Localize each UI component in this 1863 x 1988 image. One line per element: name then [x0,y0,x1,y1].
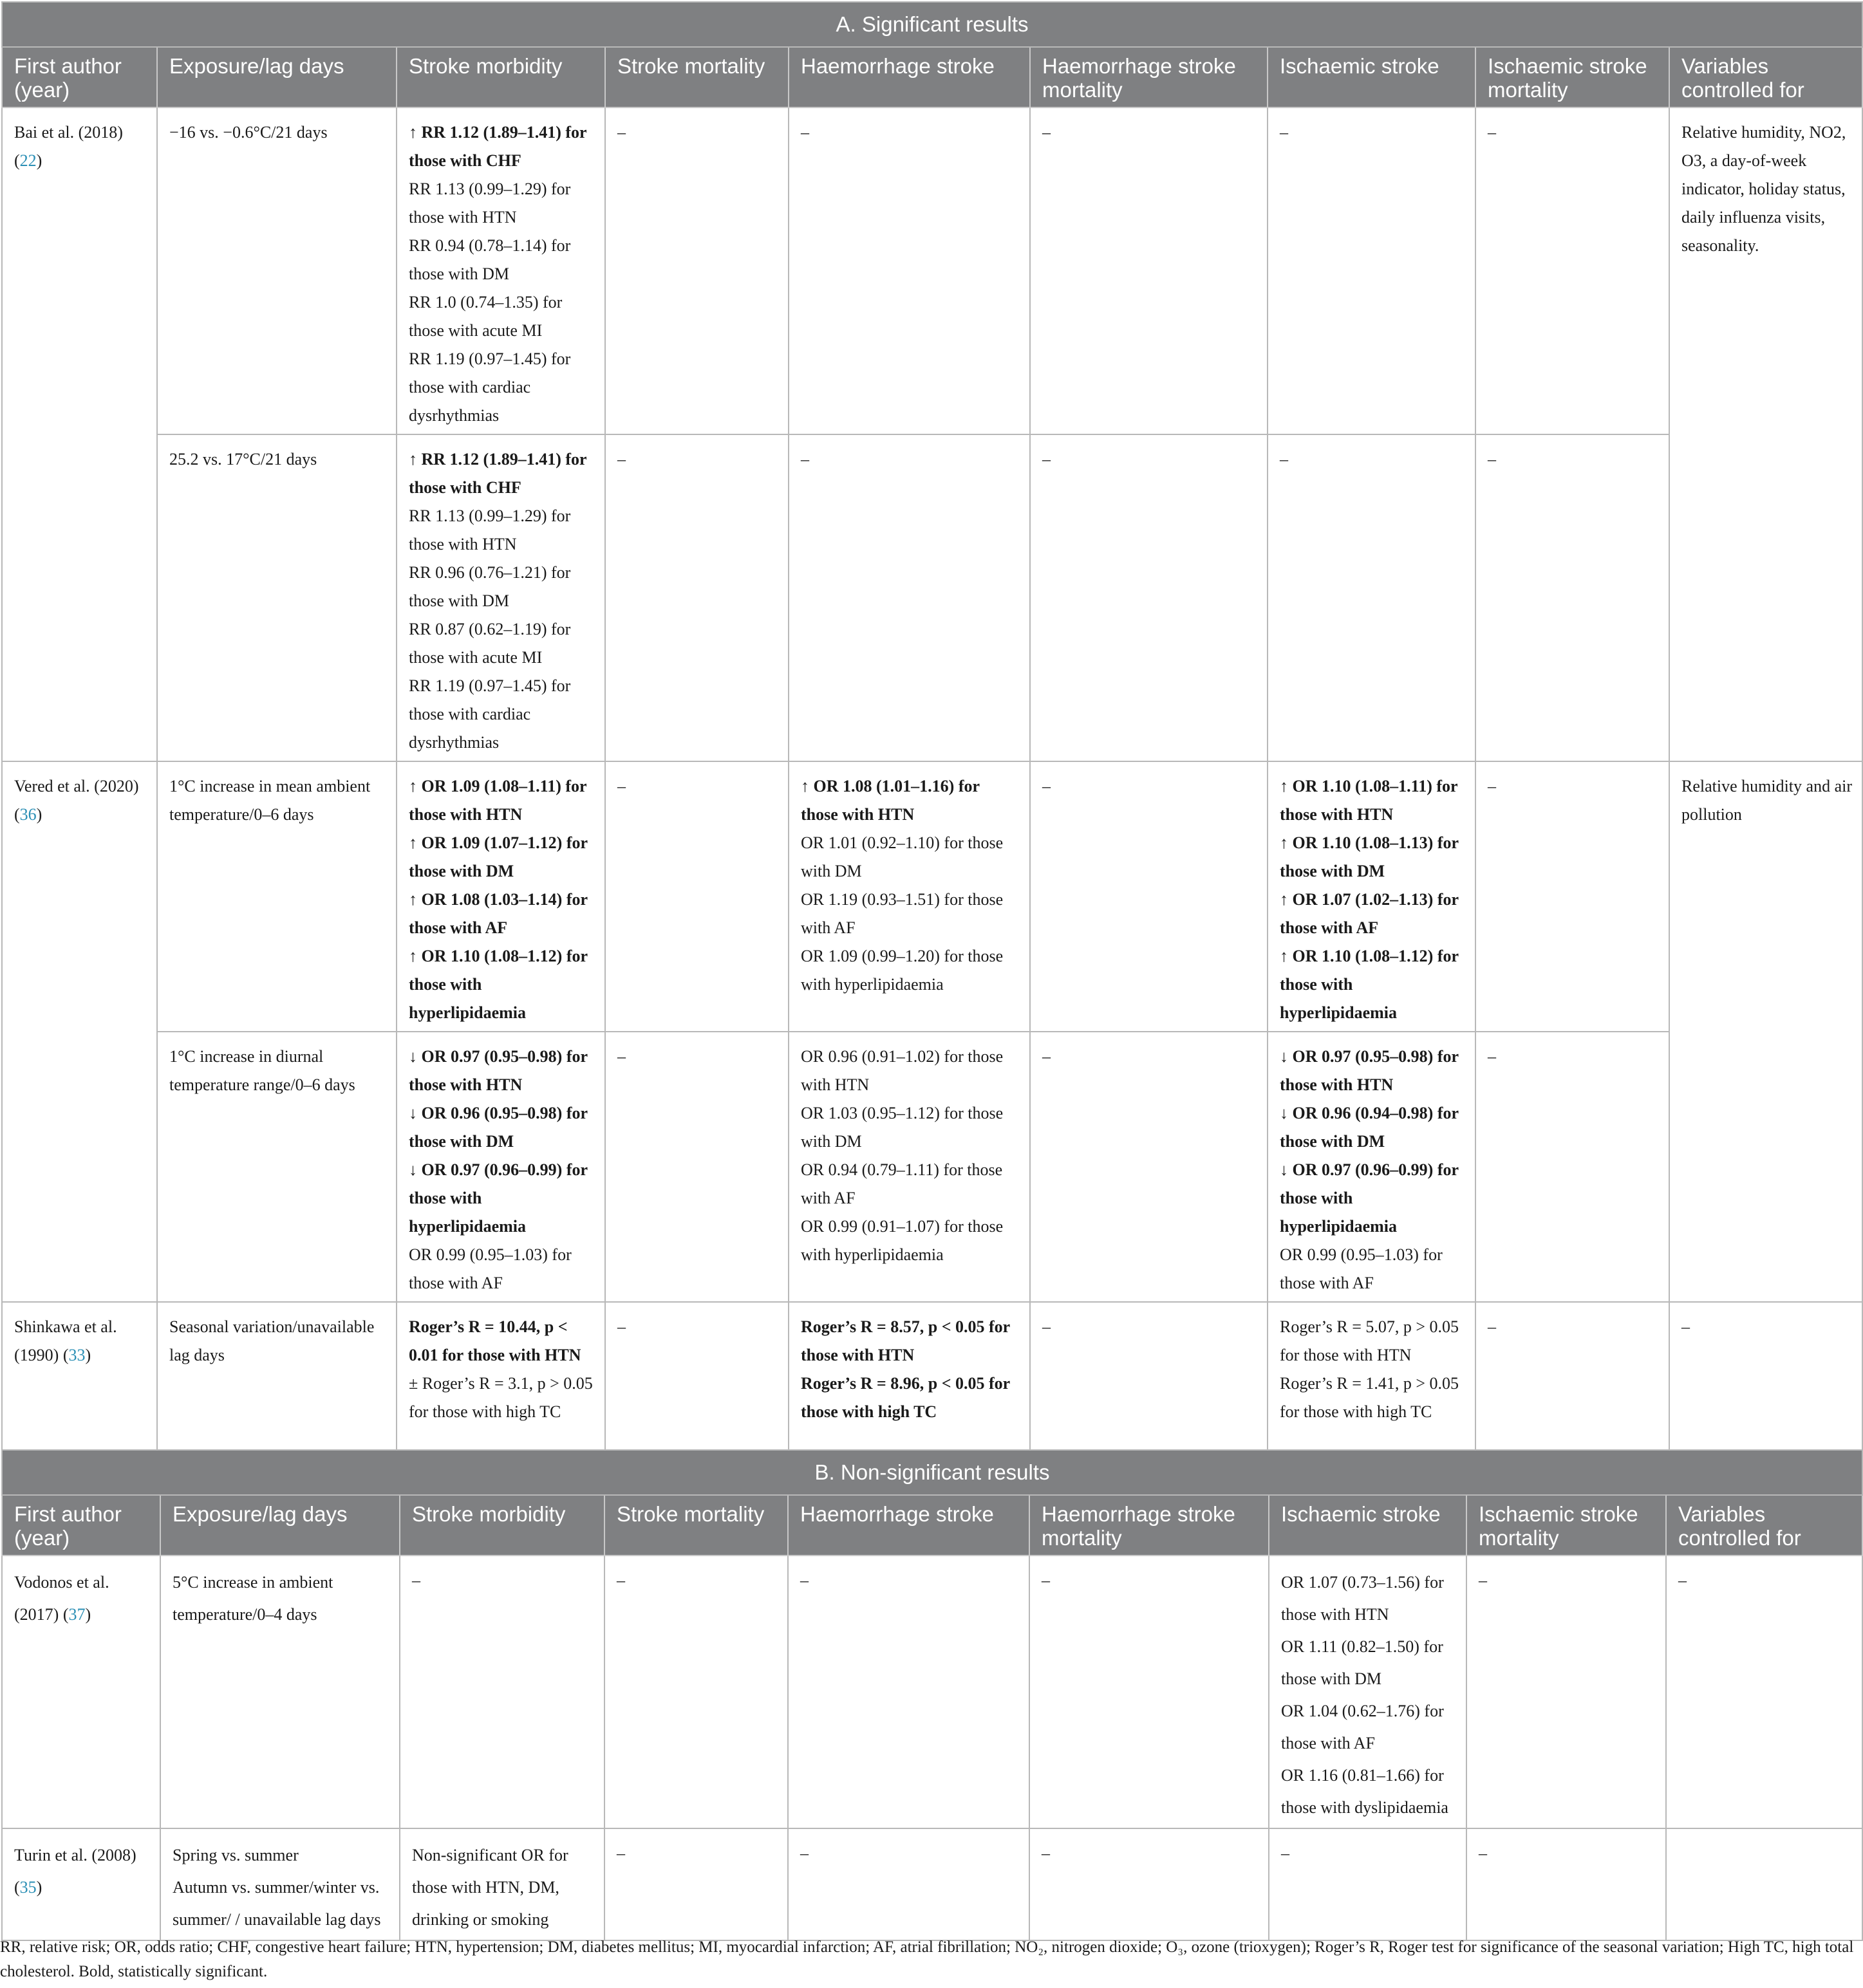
result-line: ↓ OR 0.96 (0.95–0.98) for those with DM [409,1104,588,1151]
column-header: Stroke morbidity [397,47,605,107]
result-line: OR 1.19 (0.93–1.51) for those with AF [801,890,1004,937]
haemorrhage-mortality-cell: – [1029,1828,1269,1940]
column-header: Ischaemic stroke [1269,1495,1466,1556]
column-header: Variables controlled for [1666,1495,1862,1556]
result-line: RR 1.13 (0.99–1.29) for those with HTN [409,506,571,553]
haemorrhage-mortality-cell: – [1030,1302,1268,1454]
haemorrhage-mortality-cell: – [1030,1032,1268,1302]
author-name: Shinkawa et al. (1990) [14,1317,117,1364]
author-cell: Vodonos et al. (2017) (37) [2,1556,160,1828]
result-line: RR 1.19 (0.97–1.45) for those with cardiac dysrhythmias [409,349,571,425]
ischaemic-mortality-cell: – [1475,434,1669,761]
ischaemic-stroke-cell: – [1269,1828,1466,1940]
result-line: Roger’s R = 5.07, p > 0.05 for those with HTN [1280,1317,1459,1364]
result-line: ↓ OR 0.97 (0.95–0.98) for those with HTN [1280,1047,1459,1094]
exposure-line: Spring vs. summer [173,1846,299,1864]
column-header: Haemorrhage stroke mortality [1030,47,1268,107]
result-line: RR 0.94 (0.78–1.14) for those with DM [409,236,571,283]
table-row [2,761,1862,1032]
table-b-header-row [2,1495,1862,1556]
haemorrhage-stroke-cell: – [788,1556,1029,1828]
stroke-mortality-cell: – [604,1828,788,1940]
result-line: OR 1.04 (0.62–1.76) for those with AF [1281,1702,1444,1752]
reference-link[interactable]: 37 [68,1605,86,1624]
stroke-morbidity-cell [397,761,605,1032]
reference-link[interactable]: 22 [19,151,37,170]
table-row [2,1556,1862,1828]
author-name: Vodonos et al. (2017) [14,1573,109,1624]
result-line: RR 1.13 (0.99–1.29) for those with HTN [409,180,571,227]
ischaemic-stroke-cell [1268,761,1475,1032]
result-line: OR 0.96 (0.91–1.02) for those with HTN [801,1047,1004,1094]
stroke-morbidity-cell: – [400,1556,604,1828]
column-header: Ischaemic stroke mortality [1475,47,1669,107]
variables-cell: – [1669,1302,1862,1454]
ischaemic-stroke-cell [1268,1032,1475,1302]
result-line: ↑ OR 1.09 (1.08–1.11) for those with HTN [409,777,587,824]
result-line: RR 1.0 (0.74–1.35) for those with acute MI [409,293,563,340]
ischaemic-mortality-cell: – [1475,1032,1669,1302]
author-cell: Vered et al. (2020) (36) [2,761,157,1302]
result-line: ↑ OR 1.09 (1.07–1.12) for those with DM [409,833,588,880]
exposure-cell: −16 vs. −0.6°C/21 days [157,107,397,434]
author-name: Bai et al. (2018) [14,123,123,142]
result-line: ↑ OR 1.08 (1.03–1.14) for those with AF [409,890,588,937]
ischaemic-mortality-cell: – [1475,1302,1669,1454]
column-header: Exposure/lag days [160,1495,400,1556]
table-row [2,1302,1862,1454]
stroke-morbidity-cell [397,1302,605,1454]
stroke-morbidity-cell [397,107,605,434]
table-row [2,434,1862,761]
variables-cell: – [1666,1556,1862,1828]
haemorrhage-stroke-cell [789,1032,1030,1302]
result-line: OR 1.03 (0.95–1.12) for those with DM [801,1104,1004,1151]
result-line: ↑ RR 1.12 (1.89–1.41) for those with CHF [409,123,587,170]
result-line: ↑ OR 1.10 (1.08–1.13) for those with DM [1280,833,1459,880]
stroke-morbidity-cell [397,434,605,761]
column-header: First author (year) [2,1495,160,1556]
result-line: OR 1.07 (0.73–1.56) for those with HTN [1281,1573,1444,1624]
result-line: Roger’s R = 1.41, p > 0.05 for those with high TC [1280,1374,1459,1421]
result-line: OR 1.16 (0.81–1.66) for those with dyslipidaemia [1281,1766,1448,1817]
haemorrhage-stroke-cell: – [789,107,1030,434]
column-header: Stroke mortality [605,47,789,107]
exposure-cell: Seasonal variation/unavailable lag days [157,1302,397,1454]
haemorrhage-stroke-cell: – [789,434,1030,761]
author-name: Turin et al. (2008) [14,1846,136,1864]
result-line: OR 1.01 (0.92–1.10) for those with DM [801,833,1004,880]
result-line: ↑ OR 1.07 (1.02–1.13) for those with AF [1280,890,1459,937]
exposure-cell [160,1828,400,1940]
result-line: Roger’s R = 8.57, p < 0.05 for those with HTN [801,1317,1010,1364]
result-line: Roger’s R = 10.44, p < 0.01 for those with HTN [409,1317,581,1364]
significant-results-table [1,1,1863,1454]
table-row [2,1032,1862,1302]
column-header: Stroke morbidity [400,1495,604,1556]
table-footnote: RR, relative risk; OR, odds ratio; CHF, congestive heart failure; HTN, hypertension; DM, diabetes mellitus; MI, myocardial infarction; AF, atrial fibrillation; NO₂, nitrogen dioxide; O₃, ozone (trioxygen); Roger’s R, Roger test for significance of the seasonal variation; High TC, high total cholesterol. Bold, statistically significant. [0,1938,1854,1980]
stroke-mortality-cell: – [605,1032,789,1302]
result-line: OR 0.99 (0.95–1.03) for those with AF [409,1245,572,1292]
haemorrhage-mortality-cell: – [1030,434,1268,761]
stroke-morbidity-cell: Non-significant OR for those with HTN, DM, drinking or smoking [400,1828,604,1940]
haemorrhage-stroke-cell: – [788,1828,1029,1940]
author-cell: Bai et al. (2018) (22) [2,107,157,761]
reference-link[interactable]: 35 [19,1878,37,1897]
ischaemic-stroke-cell [1268,1302,1475,1454]
column-header: First author (year) [2,47,157,107]
result-line: ± Roger’s R = 3.1, p > 0.05 for those with high TC [409,1374,593,1421]
column-header: Haemorrhage stroke [788,1495,1029,1556]
exposure-cell: 25.2 vs. 17°C/21 days [157,434,397,761]
haemorrhage-mortality-cell: – [1029,1556,1269,1828]
column-header: Ischaemic stroke [1268,47,1475,107]
exposure-cell: 1°C increase in diurnal temperature range/0–6 days [157,1032,397,1302]
haemorrhage-stroke-cell [789,761,1030,1032]
ischaemic-mortality-cell: – [1466,1828,1666,1940]
result-line: ↓ OR 0.96 (0.94–0.98) for those with DM [1280,1104,1459,1151]
result-line: ↑ RR 1.12 (1.89–1.41) for those with CHF [409,450,587,497]
result-line: OR 0.99 (0.91–1.07) for those with hyperlipidaemia [801,1217,1004,1264]
author-cell: Shinkawa et al. (1990) (33) [2,1302,157,1454]
ischaemic-mortality-cell: – [1475,761,1669,1032]
haemorrhage-mortality-cell: – [1030,761,1268,1032]
result-line: ↓ OR 0.97 (0.96–0.99) for those with hyperlipidaemia [1280,1160,1459,1236]
author-name: Vered et al. (2020) [14,777,139,795]
column-header: Haemorrhage stroke mortality [1029,1495,1269,1556]
column-header: Exposure/lag days [157,47,397,107]
column-header: Stroke mortality [604,1495,788,1556]
result-line: RR 1.19 (0.97–1.45) for those with cardiac dysrhythmias [409,676,571,752]
result-line: OR 0.99 (0.95–1.03) for those with AF [1280,1245,1443,1292]
column-header: Variables controlled for [1669,47,1862,107]
column-header: Haemorrhage stroke [789,47,1030,107]
ischaemic-mortality-cell: – [1475,107,1669,434]
result-line: ↑ OR 1.08 (1.01–1.16) for those with HTN [801,777,980,824]
reference-link[interactable]: 36 [19,805,37,824]
table-b-title: B. Non-significant results [2,1450,1862,1495]
result-line: OR 1.11 (0.82–1.50) for those with DM [1281,1637,1443,1688]
haemorrhage-stroke-cell [789,1302,1030,1454]
table-a-header-row [2,47,1862,107]
stroke-mortality-cell: – [605,434,789,761]
result-line: ↑ OR 1.10 (1.08–1.11) for those with HTN [1280,777,1458,824]
result-line: OR 0.94 (0.79–1.11) for those with AF [801,1160,1003,1207]
result-line: OR 1.09 (0.99–1.20) for those with hyperlipidaemia [801,947,1004,994]
exposure-cell: 1°C increase in mean ambient temperature/0–6 days [157,761,397,1032]
result-line: ↓ OR 0.97 (0.96–0.99) for those with hyperlipidaemia [409,1160,588,1236]
result-line: RR 0.96 (0.76–1.21) for those with DM [409,563,571,610]
ischaemic-stroke-cell: – [1268,434,1475,761]
ischaemic-mortality-cell: – [1466,1556,1666,1828]
stroke-mortality-cell: – [605,107,789,434]
exposure-line: Autumn vs. summer/winter vs. summer/ / unavailable lag days [173,1878,381,1929]
result-line: ↑ OR 1.10 (1.08–1.12) for those with hyperlipidaemia [409,947,588,1022]
table-row [2,107,1862,434]
stroke-mortality-cell: – [605,761,789,1032]
haemorrhage-mortality-cell: – [1030,107,1268,434]
result-line: ↑ OR 1.10 (1.08–1.12) for those with hyperlipidaemia [1280,947,1459,1022]
stroke-morbidity-cell [397,1032,605,1302]
variables-cell [1666,1828,1862,1940]
stroke-mortality-cell: – [605,1302,789,1454]
author-cell: Turin et al. (2008) (35) [2,1828,160,1940]
stroke-mortality-cell: – [604,1556,788,1828]
ischaemic-stroke-cell: – [1268,107,1475,434]
result-line: Roger’s R = 8.96, p < 0.05 for those with high TC [801,1374,1010,1421]
column-header: Ischaemic stroke mortality [1466,1495,1666,1556]
variables-cell: Relative humidity and air pollution [1669,761,1862,1302]
non-significant-results-table [1,1449,1863,1941]
reference-link[interactable]: 33 [68,1346,86,1364]
result-line: ↓ OR 0.97 (0.95–0.98) for those with HTN [409,1047,588,1094]
result-line: RR 0.87 (0.62–1.19) for those with acute MI [409,620,571,667]
exposure-cell: 5°C increase in ambient temperature/0–4 days [160,1556,400,1828]
table-a-title: A. Significant results [2,2,1862,47]
ischaemic-stroke-cell [1269,1556,1466,1828]
table-row [2,1828,1862,1940]
variables-cell: Relative humidity, NO2, O3, a day-of-week indicator, holiday status, daily influenza visits, seasonality. [1669,107,1862,761]
